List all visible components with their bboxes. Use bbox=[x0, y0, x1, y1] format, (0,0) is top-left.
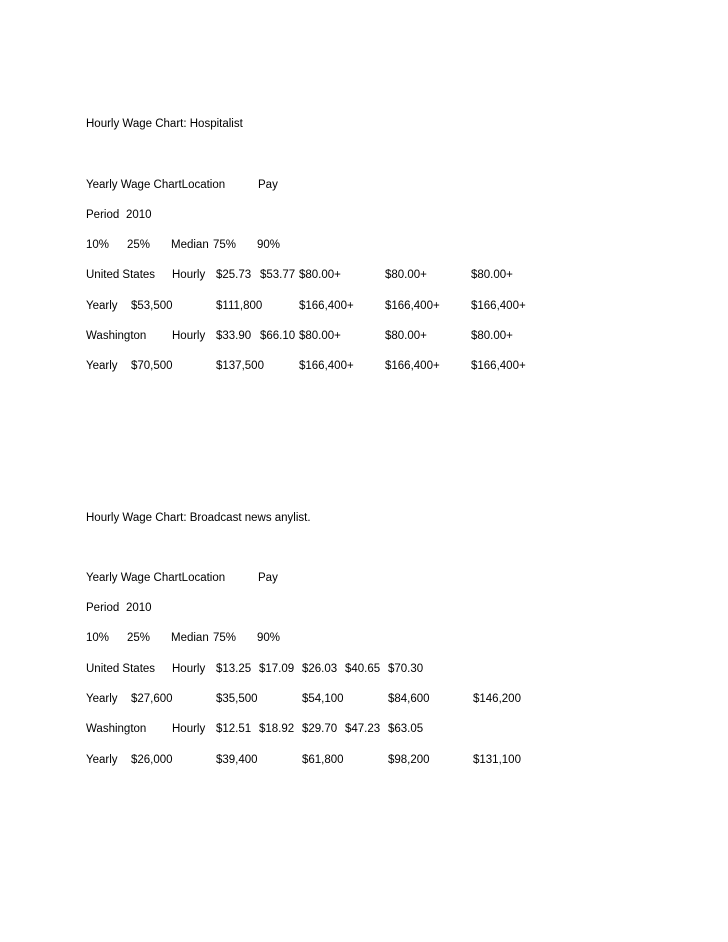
row-value-90: $63.05 bbox=[388, 723, 424, 735]
row-value-median: $80.00+ bbox=[299, 269, 341, 281]
percentile-10: 10% bbox=[86, 239, 110, 251]
period-year: 2010 bbox=[126, 602, 152, 614]
row-value-25: $137,500 bbox=[216, 360, 264, 372]
row-value-25: $111,800 bbox=[216, 300, 263, 312]
section-title: Hourly Wage Chart: Hospitalist bbox=[86, 118, 243, 130]
percentile-median: Median bbox=[171, 239, 209, 251]
percentile-median: Median bbox=[171, 632, 209, 644]
row-value-10: $27,600 bbox=[131, 693, 173, 705]
percentile-75: 75% bbox=[213, 632, 237, 644]
row-location: Washington bbox=[86, 723, 147, 735]
row-value-10: $13.25 bbox=[216, 663, 252, 675]
row-value-10: $26,000 bbox=[131, 754, 173, 766]
row-value-25: $53.77 bbox=[260, 269, 296, 281]
row-location: Washington bbox=[86, 330, 147, 342]
row-value-75: $80.00+ bbox=[385, 330, 427, 342]
row-unit: Hourly bbox=[172, 663, 206, 675]
row-value-median: $166,400+ bbox=[299, 360, 354, 372]
row-value-75: $166,400+ bbox=[385, 360, 440, 372]
row-value-25: $66.10 bbox=[260, 330, 296, 342]
row-value-10: $53,500 bbox=[131, 300, 173, 312]
row-value-90: $146,200 bbox=[473, 693, 521, 705]
row-value-25: $39,400 bbox=[216, 754, 258, 766]
row-value-90: $166,400+ bbox=[471, 300, 526, 312]
row-value-10: $25.73 bbox=[216, 269, 252, 281]
row-value-median: $61,800 bbox=[302, 754, 344, 766]
row-value-median: $80.00+ bbox=[299, 330, 341, 342]
row-value-median: $29.70 bbox=[302, 723, 338, 735]
percentile-75: 75% bbox=[213, 239, 237, 251]
row-unit: Hourly bbox=[172, 723, 206, 735]
percentile-25: 25% bbox=[127, 239, 151, 251]
row-value-90: $70.30 bbox=[388, 663, 424, 675]
row-location: United States bbox=[86, 269, 156, 281]
period-label: Period bbox=[86, 602, 120, 614]
row-unit: Yearly bbox=[86, 754, 118, 766]
row-value-25: $18.92 bbox=[259, 723, 295, 735]
row-value-90: $80.00+ bbox=[471, 330, 513, 342]
period-label: Period bbox=[86, 209, 120, 221]
row-value-75: $47.23 bbox=[345, 723, 381, 735]
percentile-90: 90% bbox=[257, 239, 281, 251]
row-value-75: $84,600 bbox=[388, 693, 430, 705]
period-year: 2010 bbox=[126, 209, 152, 221]
percentile-90: 90% bbox=[257, 632, 281, 644]
row-location: United States bbox=[86, 663, 156, 675]
header-location: Yearly Wage ChartLocation bbox=[86, 179, 226, 191]
header-pay: Pay bbox=[258, 572, 278, 584]
row-value-90: $80.00+ bbox=[471, 269, 513, 281]
row-value-75: $80.00+ bbox=[385, 269, 427, 281]
header-pay: Pay bbox=[258, 179, 278, 191]
header-location: Yearly Wage ChartLocation bbox=[86, 572, 226, 584]
row-value-10: $12.51 bbox=[216, 723, 252, 735]
section-title: Hourly Wage Chart: Broadcast news anylist. bbox=[86, 512, 311, 524]
row-unit: Yearly bbox=[86, 693, 118, 705]
row-value-25: $17.09 bbox=[259, 663, 295, 675]
percentile-10: 10% bbox=[86, 632, 110, 644]
row-unit: Hourly bbox=[172, 269, 206, 281]
row-value-90: $131,100 bbox=[473, 754, 521, 766]
row-value-median: $54,100 bbox=[302, 693, 344, 705]
row-value-10: $70,500 bbox=[131, 360, 173, 372]
row-value-75: $166,400+ bbox=[385, 300, 440, 312]
row-value-median: $26.03 bbox=[302, 663, 338, 675]
row-value-75: $98,200 bbox=[388, 754, 430, 766]
row-value-75: $40.65 bbox=[345, 663, 381, 675]
row-unit: Yearly bbox=[86, 360, 118, 372]
row-value-median: $166,400+ bbox=[299, 300, 354, 312]
percentile-25: 25% bbox=[127, 632, 151, 644]
row-value-10: $33.90 bbox=[216, 330, 252, 342]
row-unit: Hourly bbox=[172, 330, 206, 342]
row-unit: Yearly bbox=[86, 300, 118, 312]
row-value-90: $166,400+ bbox=[471, 360, 526, 372]
row-value-25: $35,500 bbox=[216, 693, 258, 705]
